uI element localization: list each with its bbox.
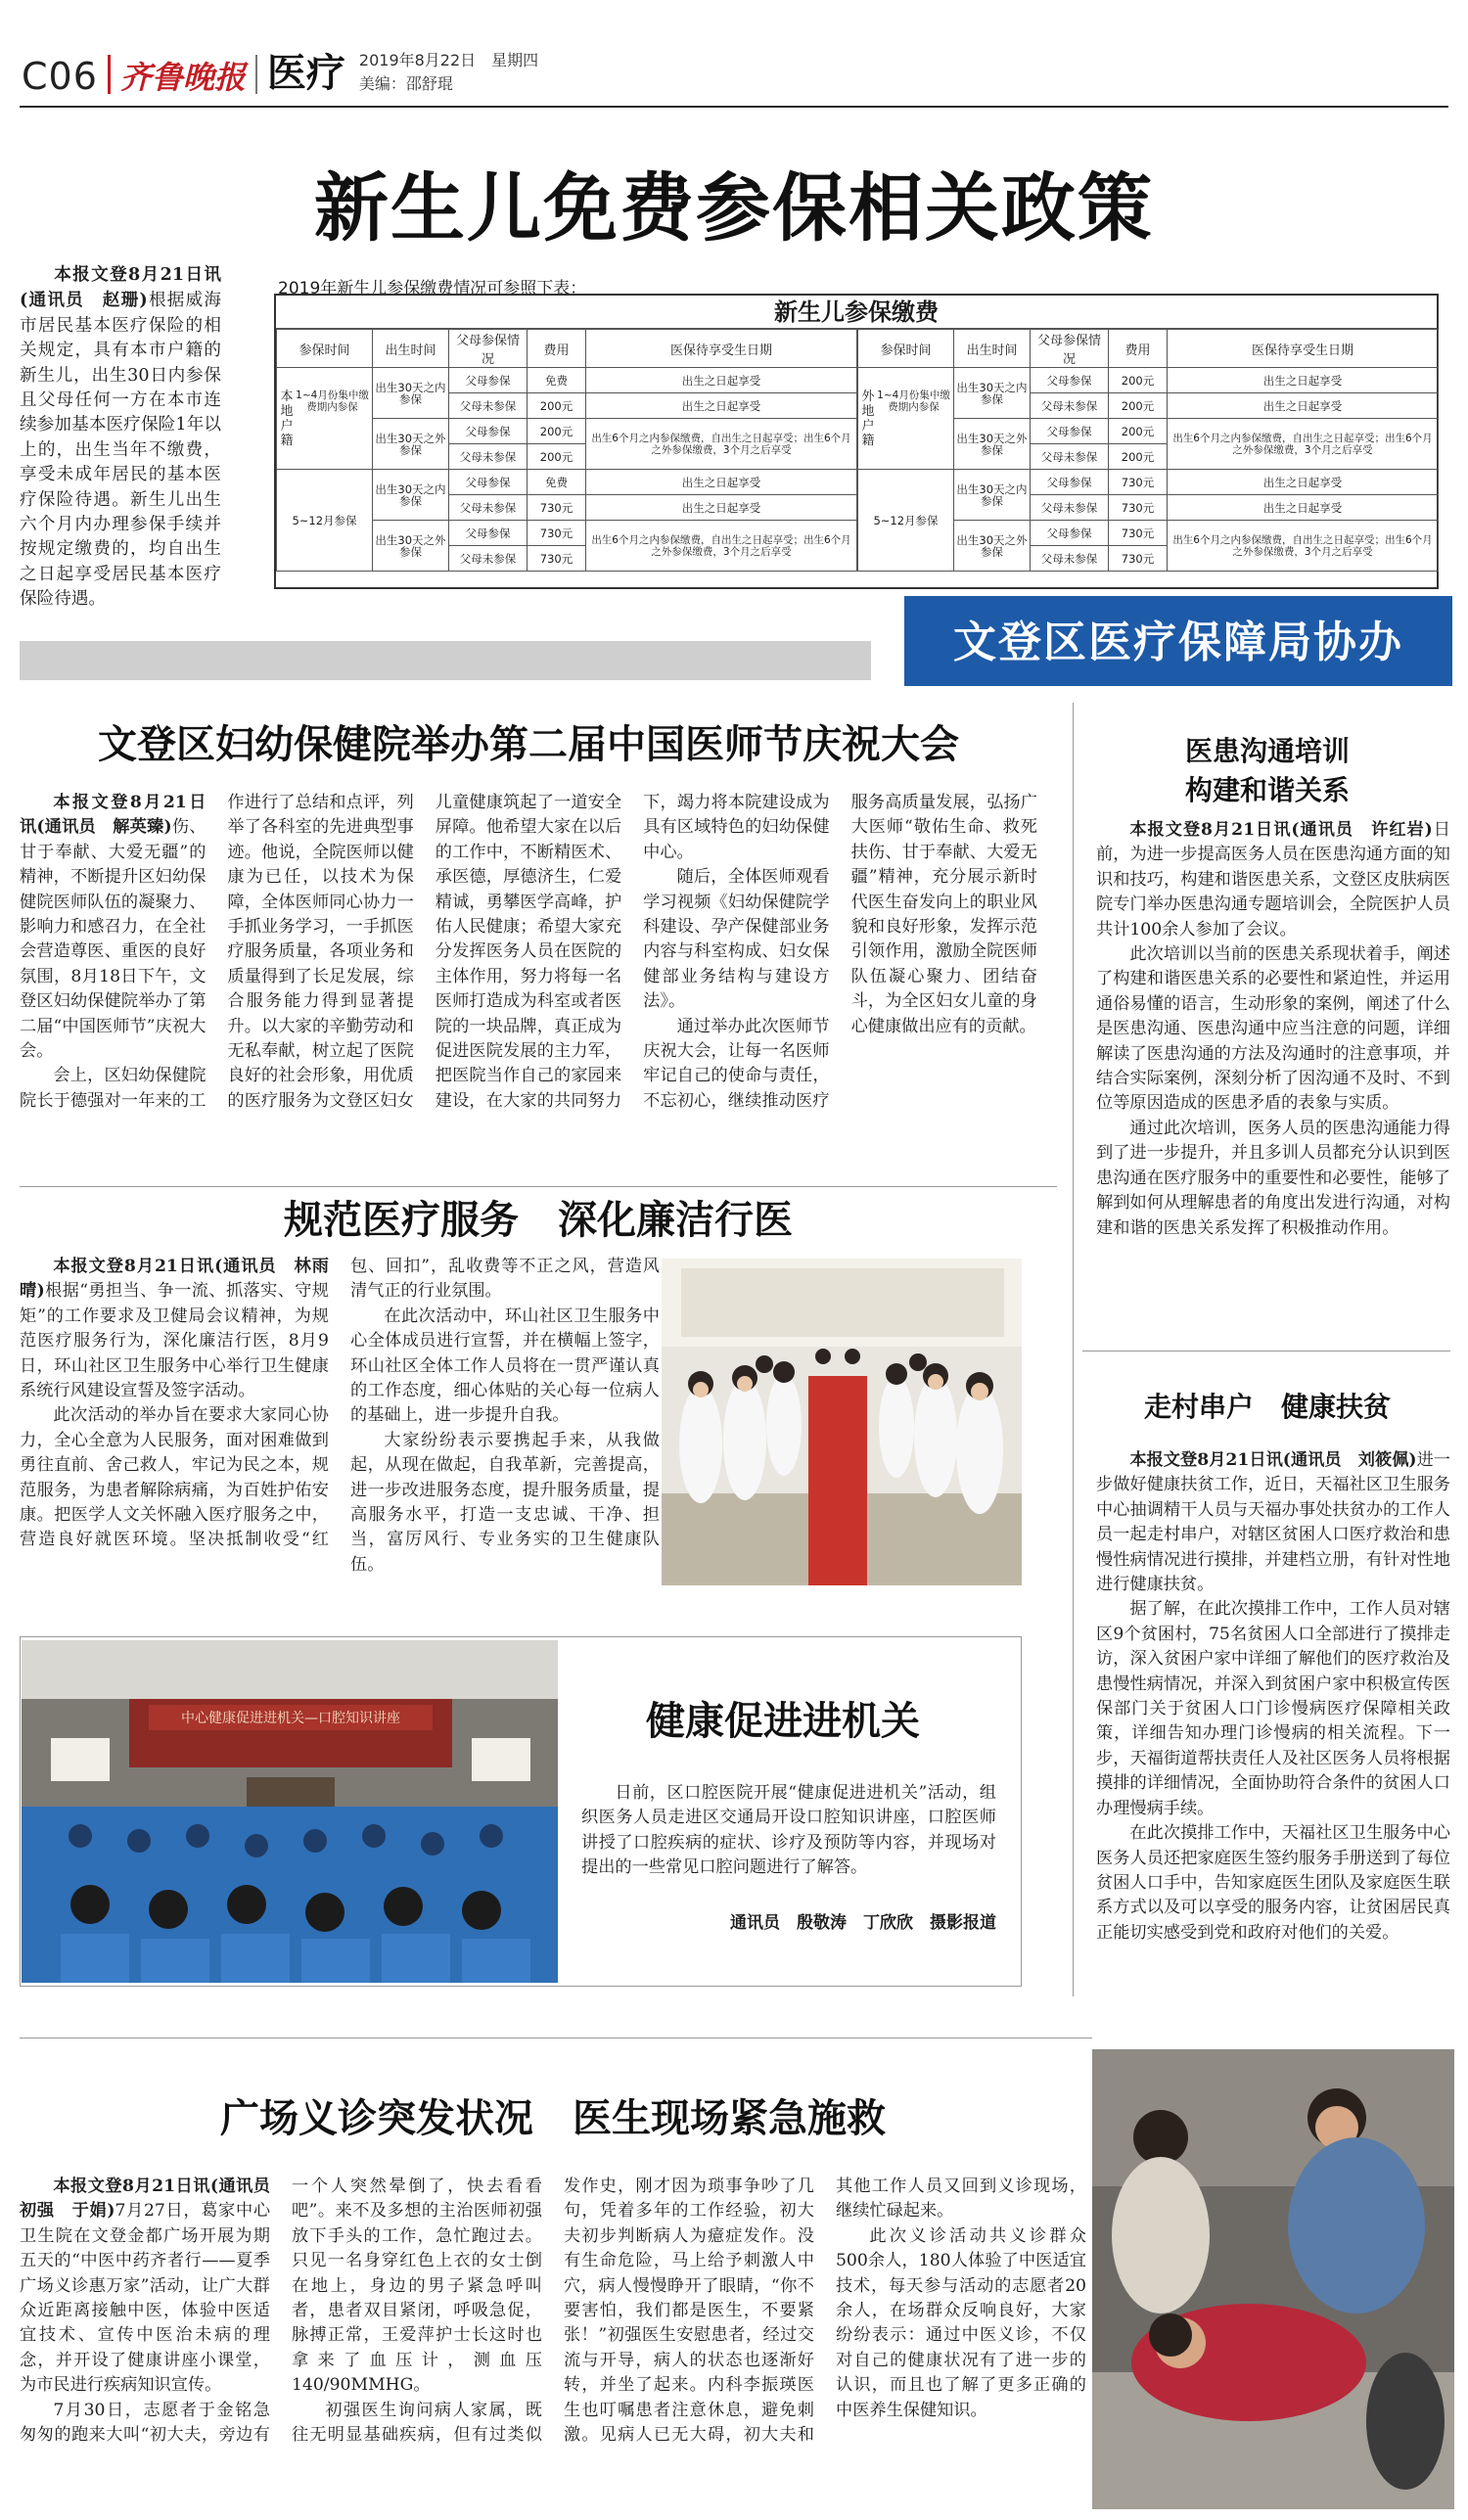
cell-date: 出生之日起享受: [586, 393, 857, 419]
cell-date: 出生6个月之内参保缴费，自出生之日起享受；出生6个月之外参保缴费，3个月之后享受: [1168, 419, 1439, 470]
divider: [20, 2038, 1092, 2039]
cell-parent: 父母参保: [449, 419, 528, 444]
header-time: 参保时间: [277, 330, 373, 368]
cell-birth: 出生30天之外参保: [373, 521, 449, 572]
date-block: [359, 49, 538, 96]
cell-parent: 父母参保: [1031, 521, 1109, 546]
article2-body: 本报文登8月21日讯(通讯员 许红岩)日前，为进一步提高医务人员在医患沟通方面的知识和技巧，构建和谐医患关系，文登区皮肤病医院专门举办医患沟通专题培训会，全院医护人员共计100余人参加了会议。 此次培训以当前的医患关系现状着手，阐述了构建和谐医患关系的必要性和紧迫性，并运用通俗易懂的语言，生动形象的案例，阐述了什么是医患沟通、医患沟通中应当注意的问题，详细解读了医患沟通的方法及沟通时的注意事项，并结合实际案例，深刻分析了因沟通不及时、不到位等原因造成的医患矛盾的表象与实质。 通过此次培训，医务人员的医患沟通能力得到了进一步提升，并且多训人员都充分认识到医患沟通在医疗服务中的重要性和必要性，能够了解到如何从理解患者的角度出发进行沟通，对构建和谐的医患关系发挥了积极推动作用。: [1096, 820, 1450, 1238]
cell-parent: 父母未参保: [1031, 444, 1109, 470]
section-title: 医疗: [266, 51, 345, 96]
divider: [1082, 1351, 1450, 1352]
cell-date: 出生之日起享受: [586, 470, 857, 495]
cell-period-2: 5~12月参保: [277, 470, 373, 572]
cell-fee: 200元: [1109, 444, 1168, 470]
cell-fee: 200元: [528, 393, 586, 419]
fee-table-nonlocal: [857, 329, 1439, 572]
column-divider: [1073, 703, 1074, 1996]
article1-lead: 本报文登8月21日讯(通讯员 解英臻): [20, 793, 206, 838]
cell-fee: 730元: [1109, 546, 1168, 572]
article5-credit: 通讯员 殷敬涛 丁欣欣 摄影报道: [730, 1913, 996, 1933]
cell-parent: 父母参保: [449, 521, 528, 546]
fee-table-local: [276, 329, 857, 572]
cell-fee: 730元: [528, 495, 586, 521]
cell-fee: 200元: [1109, 419, 1168, 444]
cell-fee: 730元: [528, 521, 586, 546]
header-fee: 费用: [1109, 330, 1168, 368]
article3-title: 规范医疗服务 深化廉洁行医: [284, 1198, 793, 1243]
cell-fee: 200元: [1109, 368, 1168, 393]
header-time: 参保时间: [858, 330, 954, 368]
editor-credit: 美编：邵舒琨: [358, 74, 453, 93]
cell-parent: 父母参保: [449, 368, 528, 393]
cell-birth: 出生30天之外参保: [373, 419, 449, 470]
cell-period-1: 外地户籍 1~4月份集中缴费期内参保: [858, 368, 954, 470]
table-title: 新生儿参保缴费: [276, 296, 1437, 329]
main-headline: 新生儿免费参保相关政策: [314, 164, 1154, 252]
cell-date: 出生之日起享受: [1168, 470, 1439, 495]
fee-table-frame: [274, 294, 1439, 589]
oath-ceremony-photo: [662, 1259, 1022, 1585]
masthead-divider-2: [255, 55, 257, 94]
cell-fee: 免费: [528, 470, 586, 495]
cell-parent: 父母参保: [449, 470, 528, 495]
cell-date: 出生6个月之内参保缴费，自出生之日起享受；出生6个月之外参保缴费，3个月之后享受: [586, 419, 857, 470]
intro-article: [20, 262, 221, 632]
article1-title: 文登区妇幼保健院举办第二届中国医师节庆祝大会: [98, 722, 959, 767]
cell-fee: 200元: [528, 444, 586, 470]
cell-birth: 出生30天之内参保: [373, 368, 449, 419]
article4-body: 本报文登8月21日讯(通讯员 刘筱佩)进一步做好健康扶贫工作，近日，天福社区卫生服务中心抽调精干人员与天福办事处扶贫办的工作人员一起走村串户，对辖区贫困人口医疗救治和患慢性病情况进行摸排，并建档立册，有针对性地进行健康扶贫。 据了解，在此次摸排工作中，工作人员对辖区9个贫困村，75名贫困人口全部进行了摸排走访，深入贫困户家中详细了解他们的医疗救治及患慢性病情况，并深入到贫困户家中积极宣传医保部门关于贫困人口门诊慢病医疗保障相关政策，详细告知办理门诊慢病的相关流程。下一步，天福街道帮扶责任人及社区医务人员将根据摸排的详细情况，全面协助符合条件的贫困人口办理慢病手续。 在此次摸排工作中，天福社区卫生服务中心医务人员还把家庭医生签约服务手册送到了每位贫困人口手中，告知家庭医生团队及家庭医生联系方式以及可以享受的服务内容，让贫困居民真正能切实感受到党和政府对他们的关爱。: [1096, 1450, 1450, 1943]
cell-parent: 父母参保: [1031, 470, 1109, 495]
intro-lead: 本报文登8月21日讯(通讯员 赵珊): [20, 264, 221, 311]
header-parent: 父母参保情况: [1031, 330, 1109, 368]
cell-date: 出生6个月之内参保缴费，自出生之日起享受；出生6个月之外参保缴费，3个月之后享受: [1168, 521, 1439, 572]
divider: [20, 1186, 1057, 1187]
intro-text: 根据威海市居民基本医疗保险的相关规定，具有本市户籍的新生儿，出生30日内参保且父母任何一方在本市连续参加基本医疗保险1年以上的，出生当年不缴费，享受未成年居民的基本医疗保险待遇。新生儿出生六个月内办理参保手续并按规定缴费的，均自出生之日起享受居民基本医疗保险待遇。: [20, 291, 221, 610]
cell-birth: 出生30天之外参保: [954, 521, 1031, 572]
cell-fee: 730元: [528, 546, 586, 572]
sponsor-badge: 文登区医疗保障局协办: [904, 592, 1452, 686]
cell-birth: 出生30天之内参保: [954, 368, 1031, 419]
cell-parent: 父母未参保: [449, 444, 528, 470]
article1-body: 本报文登8月21日讯(通讯员 解英臻)伤、甘于奉献、大爱无疆”的精神，不断提升区妇幼保健院医师队伍的凝聚力、影响力和感召力，在全社会营造尊医、重医的良好氛围，8月18日下午，文登区妇幼保健院举办了第二届“中国医师节”庆祝大会。 会上，区妇幼保健院院长于德强对一年来的工作进行了总结和点评，列举了各科室的先进典型事迹。他说，全院医师以健康为已任，以技术为保障，全体医师同心协力一手抓业务学习，一手抓医疗服务质量，各项业务和质量得到了长足发展，综合服务能力得到显著提升。以大家的辛勤劳动和无私奉献，树立起了医院良好的社会形象，用优质的医疗服务为文登区妇女儿童健康筑起了一道安全屏障。他希望大家在以后的工作中，不断精医术、承医德，厚德济生，仁爱精诚，勇攀医学高峰，护佑人民健康；希望大家充分发挥医务人员在医院的主体作用，努力将每一名医师打造成为科室或者医院的一块品牌，真正成为促进医院发展的主力军，把医院当作自己的家园来建设，在大家的共同努力下，竭力将本院建设成为具有区域特色的妇幼保健中心。 随后，全体医师观看学习视频《妇幼保健院学科建设、孕产保健部业务内容与科室构成、妇女保健部业务结构与建设方法》。 通过举办此次医师节庆祝大会，让每一名医师牢记自己的使命与责任，不忘初心，继续推动医疗服务高质量发展，弘扬广大医师“敬佑生命、救死扶伤、甘于奉献、大爱无疆”精神，充分展示新时代医生奋发向上的职业风貌和良好形象，发挥示范引领作用，激励全院医师队伍凝心聚力、团结奋斗，为全区妇女儿童的身心健康做出应有的贡献。: [20, 793, 1037, 1111]
cell-period-1: 本地户籍 1~4月份集中缴费期内参保: [277, 368, 373, 470]
article2-lead: 本报文登8月21日讯(通讯员 许红岩): [1129, 820, 1433, 840]
article5-body: 日前，区口腔医院开展“健康促进进机关”活动，组织医务人员走进区交通局开设口腔知识讲座，口腔医师讲授了口腔疾病的症状、诊疗及预防等内容，并现场对提出的一些常见口腔问题进行了解答。: [581, 1783, 996, 1878]
lecture-photo: [22, 1640, 558, 1983]
newspaper-logo: 齐鲁晚报: [119, 59, 246, 96]
oath-photo-illustration: [662, 1259, 1022, 1585]
cell-date: 出生之日起享受: [586, 368, 857, 393]
page-number: C06: [22, 55, 98, 98]
cell-parent: 父母未参保: [1031, 495, 1109, 521]
cell-birth: 出生30天之内参保: [954, 470, 1031, 521]
article4-lead: 本报文登8月21日讯(通讯员 刘筱佩): [1129, 1450, 1417, 1470]
header-date: 医保待享受生日期: [586, 330, 857, 368]
cell-parent: 父母未参保: [449, 393, 528, 419]
article2-title: 医患沟通培训 构建和谐关系: [1184, 735, 1350, 806]
cell-fee: 730元: [1109, 470, 1168, 495]
cell-date: 出生6个月之内参保缴费，自出生之日起享受；出生6个月之外参保缴费，3个月之后享受: [586, 521, 857, 572]
cell-fee: 免费: [528, 368, 586, 393]
header-date: 医保待享受生日期: [1168, 330, 1439, 368]
row-group-local: 本地户籍: [280, 389, 294, 448]
issue-date: 2019年8月22日 星期四: [358, 51, 539, 69]
article3-lead: 本报文登8月21日讯(通讯员 林雨晴): [20, 1257, 329, 1302]
cell-parent: 父母未参保: [449, 495, 528, 521]
cell-fee: 200元: [1109, 393, 1168, 419]
header-rule: [20, 106, 1448, 108]
row-group-nonlocal: 外地户籍: [861, 389, 875, 448]
cell-birth: 出生30天之内参保: [373, 470, 449, 521]
rescue-photo-illustration: [1092, 2049, 1454, 2509]
lecture-photo-illustration: [22, 1640, 558, 1983]
masthead: [22, 39, 538, 98]
cell-fee: 200元: [528, 419, 586, 444]
cell-date: 出生之日起享受: [1168, 393, 1439, 419]
header-birth: 出生时间: [954, 330, 1031, 368]
cell-parent: 父母未参保: [1031, 546, 1109, 572]
cell-date: 出生之日起享受: [1168, 495, 1439, 521]
cell-date: 出生之日起享受: [586, 495, 857, 521]
cell-parent: 父母参保: [1031, 419, 1109, 444]
table-caption: 2019年新生儿参保缴费情况可参照下表：: [278, 279, 587, 298]
masthead-divider: [108, 55, 111, 94]
photo-banner: 中心健康促进进机关—口腔知识讲座: [181, 1711, 400, 1726]
cell-parent: 父母未参保: [1031, 393, 1109, 419]
section-bar: [20, 641, 871, 680]
header-fee: 费用: [528, 330, 586, 368]
article5-title: 健康促进进机关: [646, 1699, 920, 1744]
header-parent: 父母参保情况: [449, 330, 528, 368]
cell-parent: 父母参保: [1031, 368, 1109, 393]
cell-birth: 出生30天之外参保: [954, 419, 1031, 470]
article6-title: 广场义诊突发状况 医生现场紧急施救: [220, 2096, 886, 2141]
header-birth: 出生时间: [373, 330, 449, 368]
cell-parent: 父母未参保: [449, 546, 528, 572]
cell-period-2: 5~12月参保: [858, 470, 954, 572]
cell-fee: 730元: [1109, 521, 1168, 546]
article3-body: 本报文登8月21日讯(通讯员 林雨晴)根据“勇担当、争一流、抓落实、守规矩”的工作要求及卫健局会议精神，为规范医疗服务行为，深化廉洁行医，8月9日，环山社区卫生服务中心举行卫生健康系统行风建设宣誓及签字活动。 此次活动的举办旨在要求大家同心协力，全心全意为人民服务，面对困难做到勇往直前、舍己救人，牢记为民之本，规范服务，为患者解除病痛，为百姓护佑安康。把医学人文关怀融入医疗服务之中，营造良好就医环境。坚决抵制收受“红包、回扣”，乱收费等不正之风，营造风清气正的行业氛围。 在此次活动中，环山社区卫生服务中心全体成员进行宣誓，并在横幅上签字，环山社区全体工作人员将在一贯严谨认真的工作态度，细心体贴的关心每一位病人的基础上，进一步提升自我。 大家纷纷表示要携起手来，从我做起，从现在做起，自我革新，完善提高，进一步改进服务态度，提升服务质量，提高服务水平，打造一支忠诚、干净、担当，富厉风行、专业务实的卫生健康队伍。: [20, 1257, 660, 1575]
article6-body: 本报文登8月21日讯(通讯员 初强 于娟)7月27日，葛家中心卫生院在文登金都广场开展为期五天的“中医中药齐者行——夏季广场义诊惠万家”活动，让广大群众近距离接触中医，体验中医适宜技术、宣传中医治未病的理念，并开设了健康讲座小课堂，为市民进行疾病知识宣传。 7月30日，志愿者于金铭急匆匆的跑来大叫“初大夫，旁边有一个人突然晕倒了，快去看看吧”。来不及多想的主治医师初强放下手头的工作，急忙跑过去。只见一名身穿红色上衣的女士倒在地上，身边的男子紧急呼叫者，患者双目紧闭，呼吸急促，脉搏正常，王爱萍护士长这时也拿来了血压计，测血压140/90MMHG。 初强医生询问病人家属，既往无明显基础疾病，但有过类似发作史，刚才因为琐事争吵了几句，凭着多年的工作经验，初大夫初步判断病人为癔症发作。没有生命危险，马上给予刺激人中穴，病人慢慢睁开了眼睛，“你不要害怕，我们都是医生，不要紧张！”初强医生安慰患者，经过交流与开导，病人的状态也逐渐好转，并坐了起来。内科李振瑛医生也叮嘱患者注意休息，避免刺激。见病人已无大碍，初大夫和其他工作人员又回到义诊现场，继续忙碌起来。 此次义诊活动共义诊群众500余人，180人体验了中医适宜技术，每天参与活动的志愿者20余人，在场群众反响良好，大家纷纷表示：通过中医义诊，不仅对自己的健康状况有了进一步的认识，而且也了解了更多正确的中医养生保健知识。: [20, 2176, 1086, 2446]
rescue-photo: [1092, 2049, 1454, 2509]
cell-fee: 730元: [1109, 495, 1168, 521]
article4-title: 走村串户 健康扶贫: [1143, 1391, 1391, 1423]
article6-lead: 本报文登8月21日讯(通讯员 初强 于娟): [20, 2176, 288, 2222]
cell-date: 出生之日起享受: [1168, 368, 1439, 393]
